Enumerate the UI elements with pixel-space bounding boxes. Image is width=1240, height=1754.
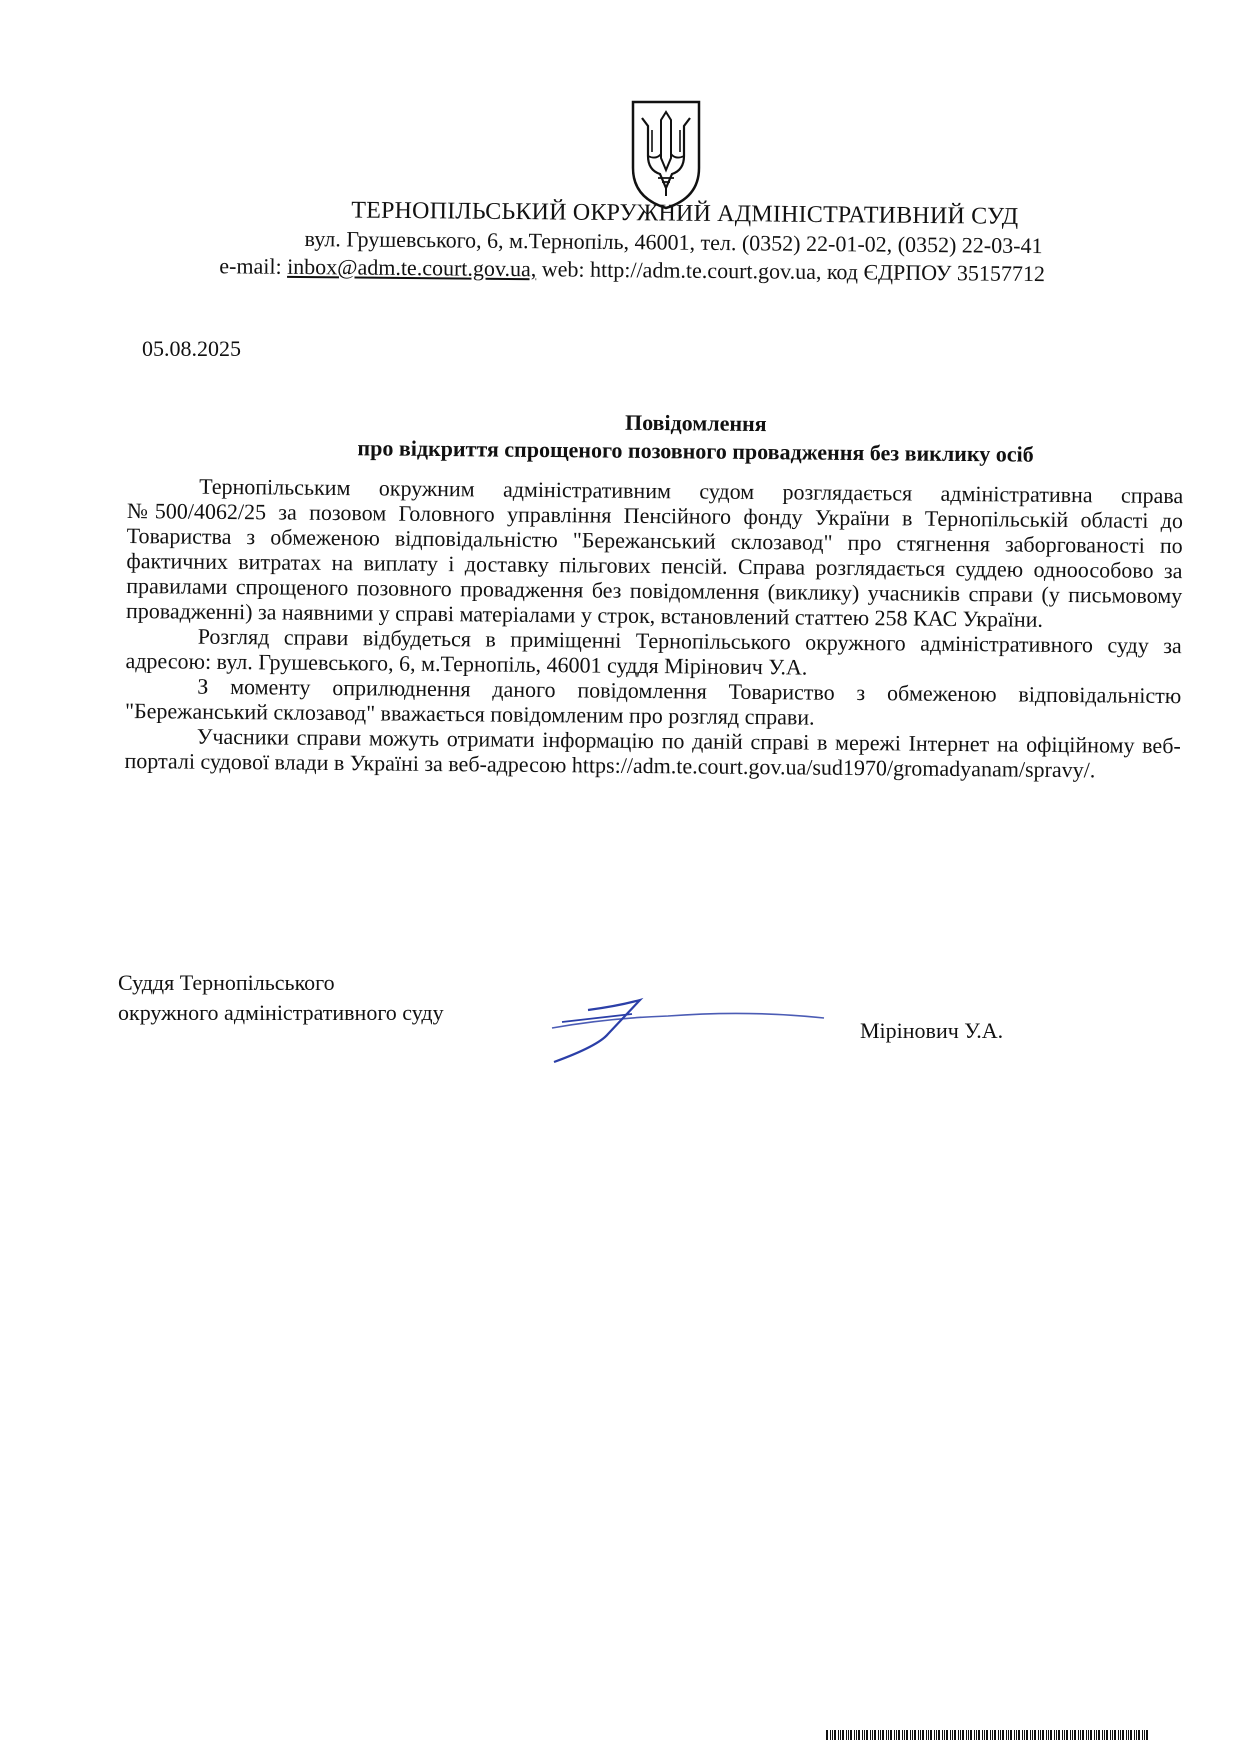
- document-date: 05.08.2025: [142, 336, 241, 361]
- handwritten-signature-icon: [548, 988, 828, 1068]
- trident-coat-of-arms-icon: [628, 98, 704, 210]
- court-address: вул. Грушевського, 6, м.Тернопіль, 46001, тел. (0352) 22-01-02, (0352) 22-03-41: [304, 226, 1043, 259]
- judge-name: Мірінович У.А.: [860, 1018, 1004, 1043]
- position-line-2: окружного адміністративного суду: [118, 1000, 444, 1025]
- email-label: e-mail:: [219, 253, 288, 279]
- court-name: ТЕРНОПІЛЬСЬКИЙ ОКРУЖНИЙ АДМІНІСТРАТИВНИЙ СУД: [351, 197, 1019, 230]
- signature-position: [118, 968, 444, 1028]
- paragraph-notification: З моменту оприлюднення даного повідомлення Товариство з обмеженою відповідальністю "Бережанський склозавод" вважається повідомленим про розгляд справи.: [124, 673, 1182, 730]
- court-header: [199, 196, 1140, 288]
- email-link[interactable]: inbox@adm.te.court.gov.ua,: [287, 253, 537, 282]
- notice-body: [124, 405, 1183, 783]
- web-and-code: web: http://adm.te.court.gov.ua, код ЄДРПОУ 35157712: [536, 256, 1046, 287]
- paragraph-case-description: Тернопільським окружним адміністративним судом розглядається адміністративна справа №500/4062/25 за позовом Головного управління Пенсійного фонду України в Тернопільській області до Товариства з обмеженою відповідальністю "Бережанський склозавод" про стягнення заборгованості по фактичних витратах на виплату і доставку пільгових пенсій. Справа розглядається суддею одноособово за правилами спрощеного позовного провадження без повідомлення (виклику) учасників справи (у письмовому провадженні) за наявними у справі матеріалами у строк, встановлений статтею 258 КАС України.: [125, 473, 1184, 632]
- position-line-1: Суддя Тернопільського: [118, 970, 335, 995]
- document-subtitle: про відкриття спрощеного позовного провадження без виклику осіб: [357, 435, 1034, 467]
- paragraph-hearing-location: Розгляд справи відбудеться в приміщенні Тернопільського окружного адміністративного суду за адресою: вул. Грушевського, 6, м.Тернопіль, 46001 суддя Мірінович У.А.: [125, 623, 1182, 680]
- paragraph-online-info: Учасники справи можуть отримати інформацію по даній справі в мережі Інтернет на офіційному веб-порталі судової влади в Україні за веб-адресою https://adm.te.court.gov.ua/sud1970/gromadyanam/spravy/.: [124, 723, 1181, 783]
- document-title: Повідомлення: [624, 409, 767, 437]
- barcode-icon: [826, 1730, 1151, 1740]
